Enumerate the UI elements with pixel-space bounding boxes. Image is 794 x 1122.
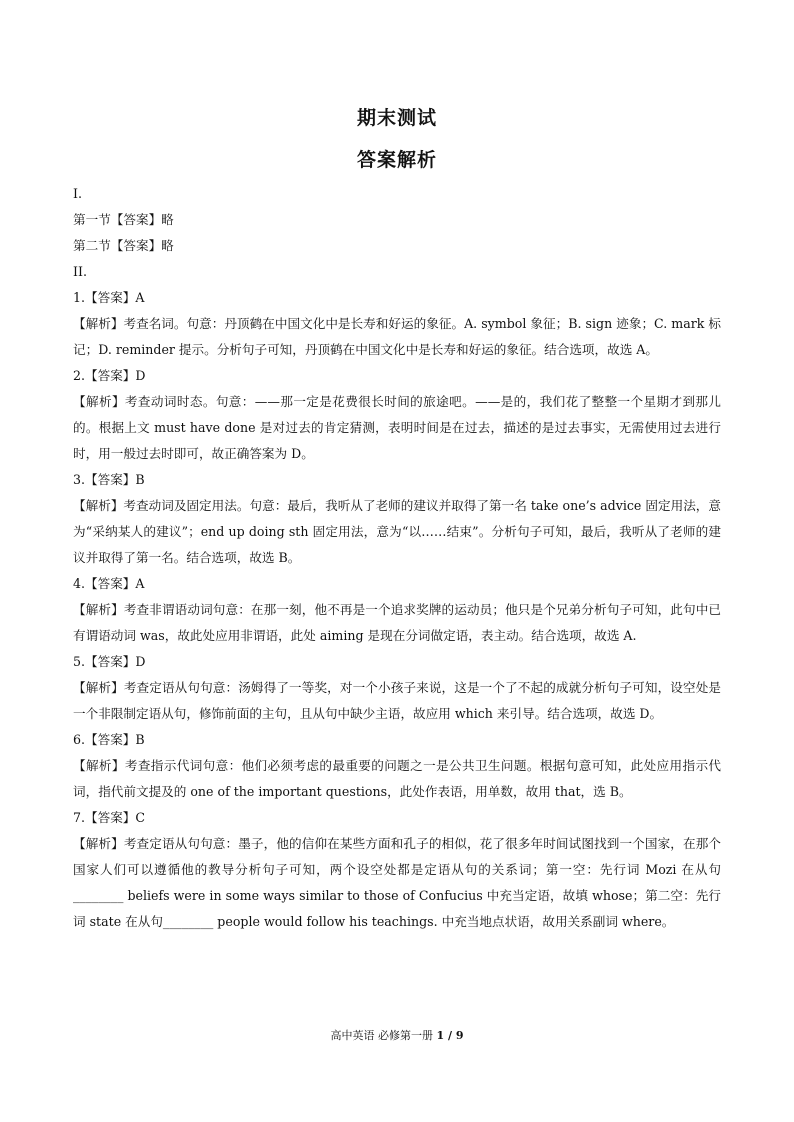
explanation-paragraph: 【解析】考查动词时态。句意：——那一定是花费很长时间的旅途吧。——是的，我们花了整整一个星期才到那儿的。根据上文 must have done 是对过去的肯定猜测，表明时间是在过去，描述的是过去事实，无需使用过去进行时，用一般过去时即可，故正确答案为 D。 <box>73 394 721 461</box>
answer-line: 第二节【答案】略 <box>73 238 174 253</box>
explanation-paragraph: 【解析】考查定语从句句意：汤姆得了一等奖，对一个小孩子来说，这是一个了不起的成就分析句子可知，设空处是一个非限制定语从句，修饰前面的主句，且从句中缺少主语，故应用 which 来引导。结合选项，故选 D。 <box>73 680 721 721</box>
section-heading-2: II. <box>73 264 87 279</box>
page-title: 期末测试 <box>356 107 437 129</box>
answer-line: 4.【答案】A <box>73 576 145 591</box>
page-subtitle: 答案解析 <box>356 149 437 171</box>
explanation-paragraph: 【解析】考查动词及固定用法。句意：最后，我听从了老师的建议并取得了第一名 take one’s advice 固定用法，意为“采纳某人的建议”；end up doing sth 固定用法，意为“以……结束”。分析句子可知，最后，我听从了老师的建议并取得了第一名。结合选项，故选 B。 <box>73 498 721 565</box>
answer-line: 1.【答案】A <box>73 290 145 305</box>
answer-line: 5.【答案】D <box>73 654 146 669</box>
section-heading-1: I. <box>73 186 82 201</box>
answer-line: 2.【答案】D <box>73 368 146 383</box>
answer-line: 第一节【答案】略 <box>73 212 174 227</box>
page-footer <box>0 1027 794 1043</box>
page-number: 1 / 9 <box>436 1029 464 1042</box>
explanation-paragraph: 【解析】考查定语从句句意：墨子，他的信仰在某些方面和孔子的相似，花了很多年时间试图找到一个国家，在那个国家人们可以遵循他的教导分析句子可知，两个设空处都是定语从句的关系词；第一空：先行词 Mozi 在从句________ beliefs were in some ways similar to those of Confucius 中充当定语，故填 whose；第二空：先行词 state 在从句________ people would follow his teachings. 中充当地点状语，故用关系副词 where。 <box>73 836 721 929</box>
explanation-paragraph: 【解析】考查非谓语动词句意：在那一刻，他不再是一个追求奖牌的运动员；他只是个兄弟分析句子可知，此句中已有谓语动词 was，故此处应用非谓语，此处 aiming 是现在分词做定语，表主动。结合选项，故选 A. <box>73 602 721 643</box>
answer-content <box>73 181 721 935</box>
answer-line: 6.【答案】B <box>73 732 145 747</box>
explanation-paragraph: 【解析】考查指示代词句意：他们必须考虑的最重要的问题之一是公共卫生问题。根据句意可知，此处应用指示代词，指代前文提及的 one of the important questions，此处作表语，用单数，故用 that，选 B。 <box>73 758 721 799</box>
answer-line: 7.【答案】C <box>73 810 146 825</box>
explanation-paragraph: 【解析】考查名词。句意：丹顶鹤在中国文化中是长寿和好运的象征。A. symbol 象征；B. sign 迹象；C. mark 标记；D. reminder 提示。分析句子可知，丹顶鹤在中国文化中是长寿和好运的象征。结合选项，故选 A。 <box>73 316 721 357</box>
footer-text: 高中英语 必修第一册 <box>330 1029 433 1042</box>
answer-line: 3.【答案】B <box>73 472 145 487</box>
